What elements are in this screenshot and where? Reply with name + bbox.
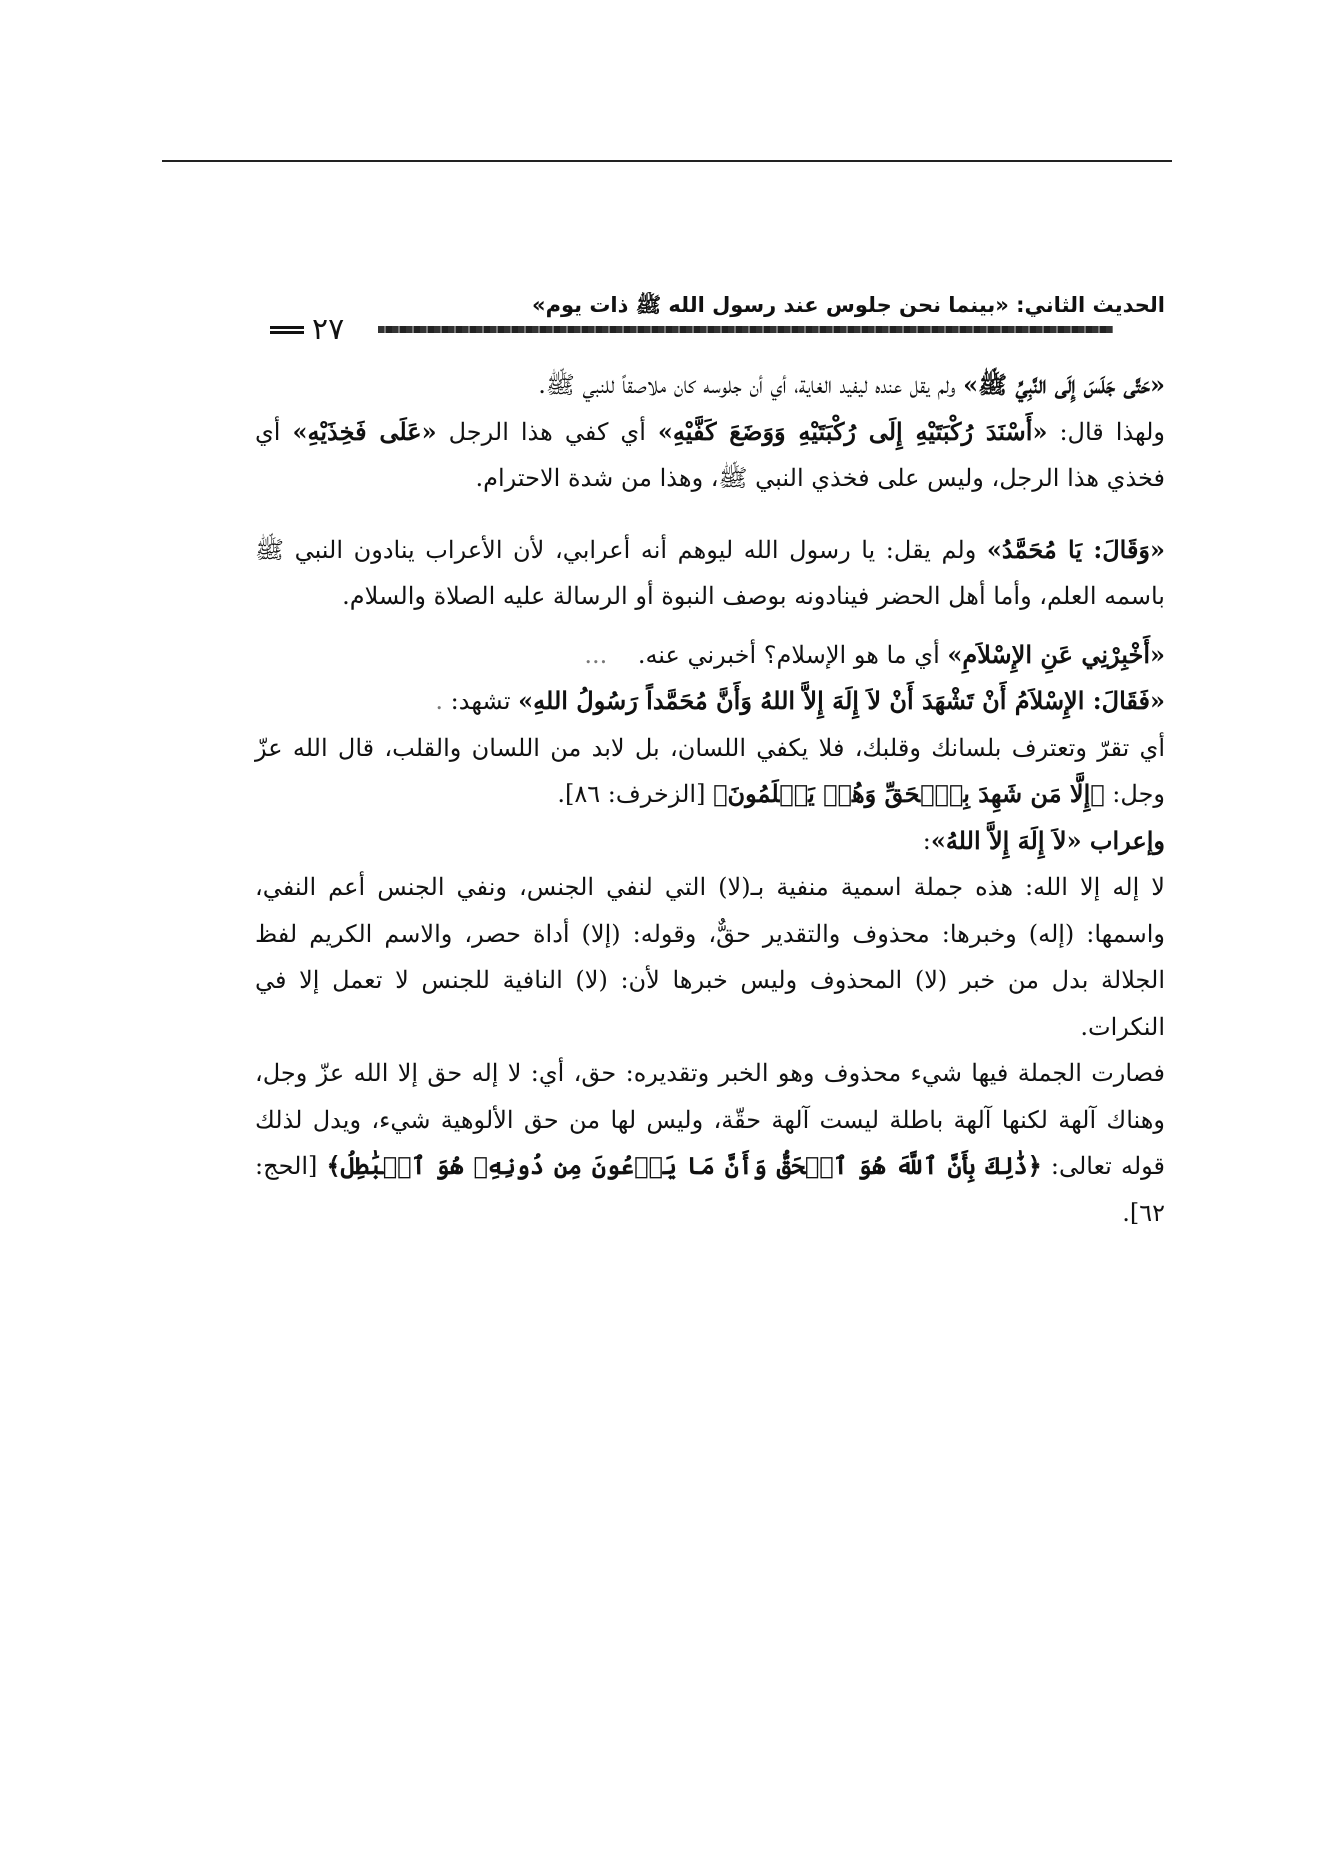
- hadith-quote: «لاَ إِلَهَ إِلاَّ اللهُ»: [930, 825, 1082, 855]
- stray-mark: .: [435, 687, 444, 715]
- hadith-quote: «عَلَى فَخِذَيْهِ»: [292, 416, 437, 446]
- paragraph-6: [255, 725, 1165, 818]
- hadith-quote: «حَتَّى جَلَسَ إِلَى النَّبِيِّ ﷺ»: [963, 370, 1165, 399]
- paragraph-2: [255, 409, 1165, 502]
- page-number: ٢٧: [312, 312, 345, 347]
- paragraph-text: ولم يقل: يا رسول الله ليوهم أنه أعرابي، لأن الأعراب ينادون النبي ﷺ باسمه العلم، وأما أهل الحضر فينادونه بوصف النبوة أو الرسالة عليه الصلاة والسلام.: [255, 535, 1165, 610]
- page-number-mark: [270, 326, 304, 334]
- quran-verse: ﴿إِلَّا مَن شَهِدَ بِٱلۡحَقِّ وَهُمۡ يَعۡلَمُونَ﴾: [713, 779, 1105, 808]
- verse-reference: [الزخرف: ٨٦].: [557, 780, 714, 808]
- hadith-quote: «أَخْبِرْنِي عَنِ الإِسْلاَمِ»: [947, 639, 1165, 669]
- paragraph-5: [255, 678, 1165, 725]
- paragraph-8: [255, 864, 1165, 1050]
- body-text: [255, 362, 1165, 1236]
- stray-mark: ...: [584, 640, 608, 669]
- paragraph-text: ولهذا قال:: [1047, 417, 1166, 446]
- hadith-quote: «أَسْنَدَ رُكْبَتَيْهِ إِلَى رُكْبَتَيْهِ وَوَضَعَ كَفَّيْهِ»: [657, 416, 1048, 446]
- paragraph-text: أي ما هو الإسلام؟ أخبرني عنه.: [637, 640, 948, 669]
- hadith-quote: «فَقَالَ: الإِسْلاَمُ أَنْ تَشْهَدَ أَنْ لاَ إِلَهَ إِلاَّ اللهُ وَأَنَّ مُحَمَّداً رَسُولُ اللهِ»: [518, 686, 1165, 715]
- top-rule: [162, 160, 1172, 162]
- quran-verse: ﴿ذَٰلِكَ بِأَنَّ ٱللَّهَ هُوَ ٱلۡحَقُّ وَأَنَّ مَا يَدۡعُونَ مِن دُونِهِۦ هُوَ ٱلۡبَٰطِلُ﴾: [326, 1151, 1042, 1180]
- paragraph-text: :: [922, 826, 931, 855]
- paragraph-9: [255, 1050, 1165, 1236]
- verse-reference: [الحج: ٦٢].: [255, 1152, 1165, 1227]
- hadith-quote: «وَقَالَ: يَا مُحَمَّدُ»: [986, 534, 1166, 564]
- paragraph-text: أي كفي هذا الرجل: [436, 417, 658, 446]
- paragraph-4: [255, 632, 1165, 679]
- running-header: الحديث الثاني: «بينما نحن جلوس عند رسول الله ﷺ ذات يوم»: [532, 293, 1165, 317]
- paragraph-text: أي تقرّ وتعترف بلسانك وقلبك، فلا يكفي اللسان، بل لابد من اللسان والقلب، قال الله عزّ وجل:: [255, 733, 1165, 808]
- paragraph-text: ولم يقل عنده ليفيد الغاية، أي أن جلوسه كان ملاصقاً للنبي ﷺ.: [538, 371, 964, 399]
- paragraph-text: أي فخذي هذا الرجل، وليس على فخذي النبي ﷺ، وهذا من شدة الاحترام.: [255, 417, 1165, 492]
- subheading-text: وإعراب: [1081, 825, 1165, 855]
- header-rule: [378, 326, 1113, 333]
- paragraph-text: لا إله إلا الله: هذه جملة اسمية منفية بـ(لا) التي لنفي الجنس، ونفي الجنس أعم النفي، واسمها: (إله) وخبرها: محذوف والتقدير حقٌّ، وقوله: (إلا) أداة حصر، والاسم الكريم لفظ الجلالة بدل من خبر (لا) المحذوف وليس خبرها لأن: (لا) النافية للجنس لا تعمل إلا في النكرات.: [255, 873, 1165, 1041]
- paragraph-text: فصارت الجملة فيها شيء محذوف وهو الخبر وتقديره: حق، أي: لا إله حق إلا الله عزّ وجل، وهناك آلهة لكنها آلهة باطلة ليست آلهة حقّة، وليس لها من حق الألوهية شيء، ويدل لذلك قوله تعالى:: [255, 1059, 1166, 1180]
- paragraph-text: تشهد:: [450, 687, 519, 715]
- paragraph-1: [255, 362, 1165, 409]
- paragraph-7: [255, 818, 1165, 865]
- paragraph-3: [255, 527, 1165, 620]
